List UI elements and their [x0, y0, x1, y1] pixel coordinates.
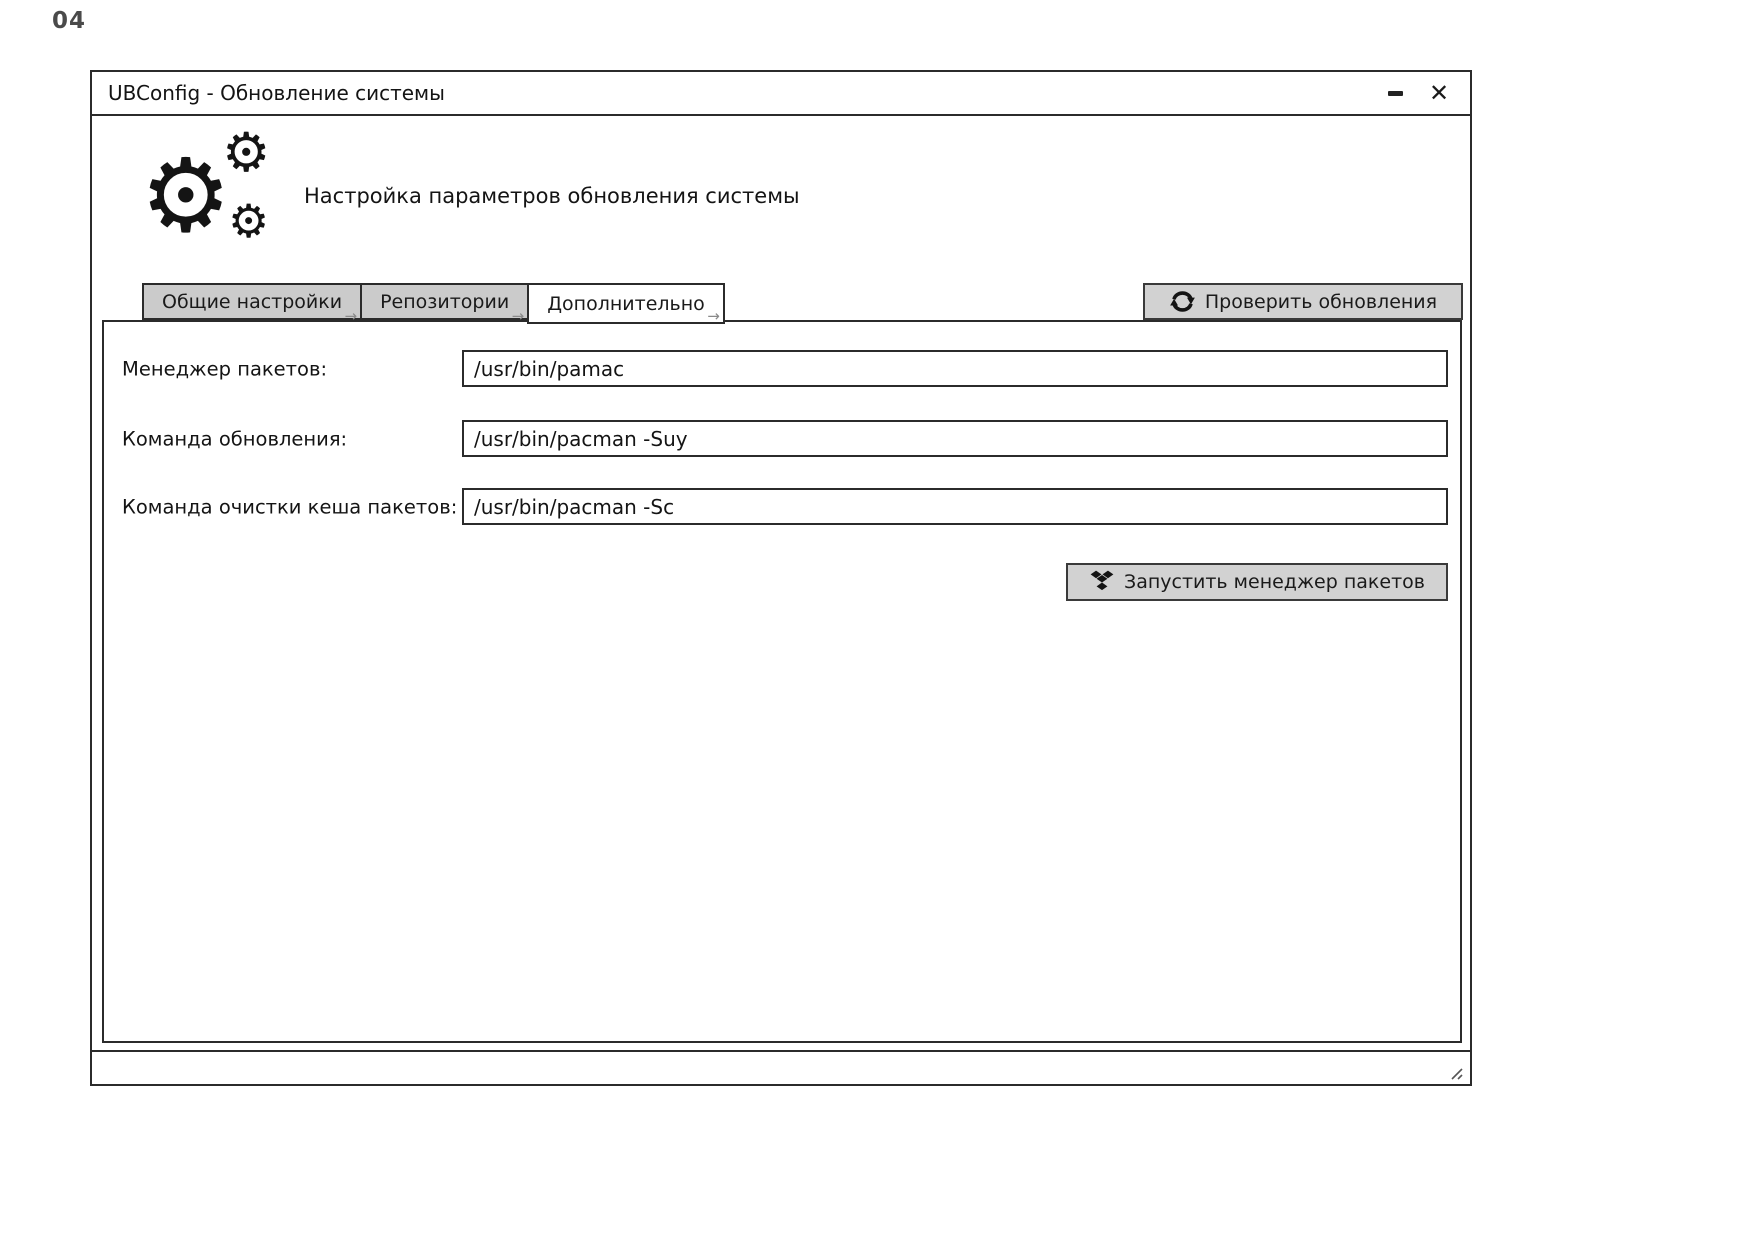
- package-manager-label: Менеджер пакетов:: [122, 357, 328, 380]
- close-button[interactable]: [1424, 78, 1454, 108]
- arrow-right-icon: →: [707, 307, 720, 325]
- tab-label: Репозитории: [380, 290, 510, 313]
- tab-label: Общие настройки: [162, 290, 343, 313]
- tab-bar: [142, 283, 725, 325]
- page-subtitle: Настройка параметров обновления системы: [304, 184, 800, 208]
- tab-repositories[interactable]: [360, 283, 527, 325]
- tab-panel-advanced: [102, 320, 1462, 1043]
- package-manager-input[interactable]: [462, 350, 1448, 387]
- package-icon: [1089, 569, 1115, 595]
- arrow-right-icon: →: [344, 307, 358, 325]
- app-window: [90, 70, 1472, 1086]
- check-updates-button[interactable]: [1143, 283, 1463, 320]
- close-icon: ✕: [1428, 79, 1450, 107]
- gear-glyph: ⚙: [228, 194, 270, 248]
- form-row: [104, 420, 1460, 457]
- check-updates-label: Проверить обновления: [1204, 290, 1438, 313]
- arrow-right-icon: →: [511, 307, 525, 325]
- run-package-manager-label: Запустить менеджер пакетов: [1124, 571, 1425, 593]
- gear-glyph: ⚙: [140, 137, 232, 256]
- gear-glyph: ⚙: [222, 121, 271, 184]
- clean-cache-command-label: Команда очистки кеша пакетов:: [122, 495, 458, 518]
- window-content: [92, 116, 1470, 1086]
- status-bar: [90, 1050, 1472, 1086]
- tab-label: Дополнительно: [547, 292, 705, 315]
- minimize-button[interactable]: [1380, 78, 1410, 108]
- update-command-label: Команда обновления:: [122, 427, 348, 450]
- tab-advanced[interactable]: [527, 283, 725, 324]
- run-package-manager-button[interactable]: [1066, 563, 1448, 601]
- refresh-icon: [1169, 288, 1196, 315]
- title-bar: [92, 72, 1470, 116]
- minimize-icon: [1388, 91, 1403, 96]
- update-command-input[interactable]: [462, 420, 1448, 457]
- clean-cache-command-input[interactable]: [462, 488, 1448, 525]
- gears-icon: [140, 121, 290, 267]
- window-title: UBConfig - Обновление системы: [108, 81, 445, 105]
- form-row: [104, 488, 1460, 525]
- resize-grip[interactable]: [1446, 1063, 1464, 1081]
- slide-number: 04: [52, 8, 87, 34]
- form-row: [104, 350, 1460, 387]
- tab-general-settings[interactable]: [142, 283, 360, 325]
